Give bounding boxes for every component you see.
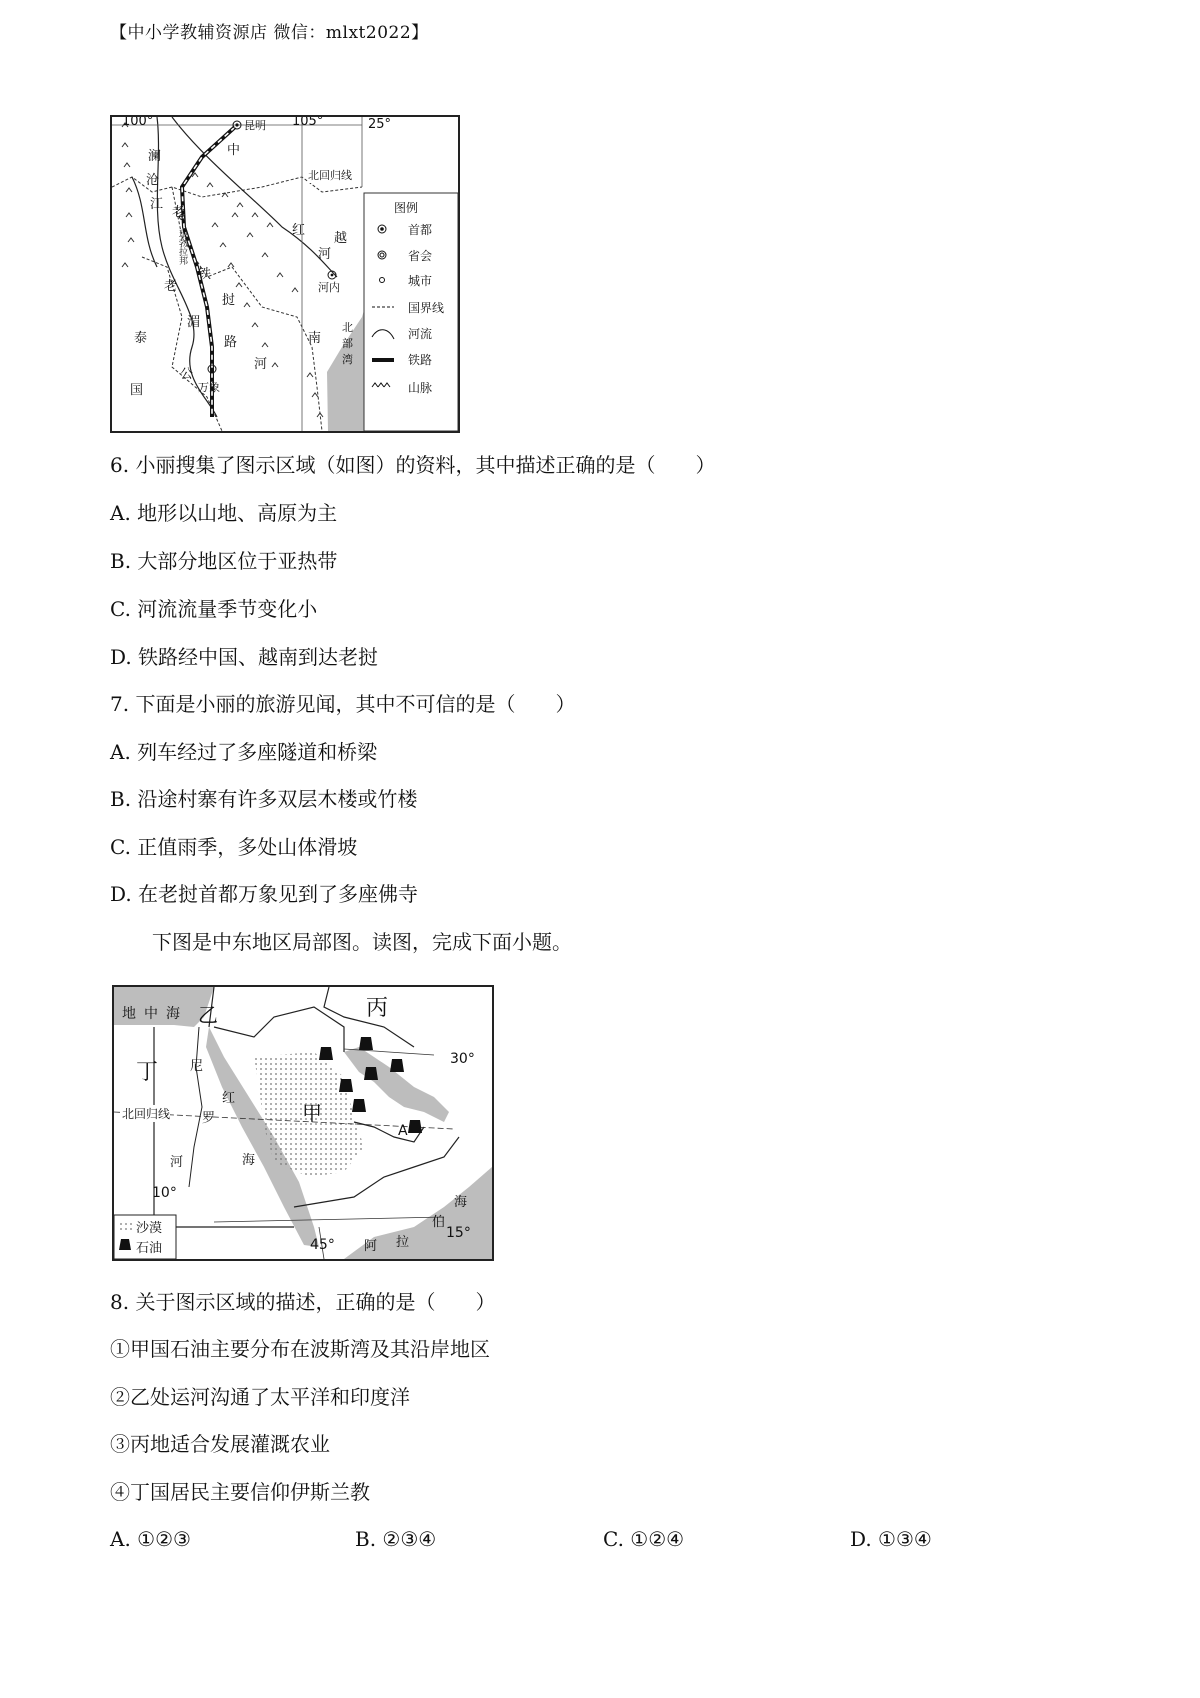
map1-legend-title: 图例 — [394, 201, 419, 215]
label-yue: 越 — [334, 231, 348, 246]
q8-option-d[interactable]: D. ①③④ — [850, 1527, 932, 1551]
label-he-red: 河 — [318, 247, 332, 262]
label-tie: 铁 — [198, 267, 212, 282]
q8-statement-4: ④丁国居民主要信仰伊斯兰教 — [110, 1480, 370, 1504]
label-lon-45: 45° — [310, 1237, 335, 1253]
hanoi-label: 河内 — [318, 281, 340, 294]
label-lu: 路 — [224, 335, 238, 350]
section-intro: 下图是中东地区局部图。读图，完成下面小题。 — [152, 930, 572, 954]
label-jiang: 江 — [150, 197, 164, 212]
label-gulf-3: 湾 — [342, 353, 353, 366]
label-he-mekong: 河 — [254, 357, 268, 372]
map1-svg — [112, 117, 458, 431]
label-tai: 泰 — [134, 331, 148, 346]
border-line — [209, 987, 344, 1052]
q7-option-c[interactable]: C. 正值雨季，多处山体滑坡 — [110, 835, 358, 859]
river-branch — [132, 177, 157, 267]
q7-stem: 7. 下面是小丽的旅游见闻，其中不可信的是（ ） — [110, 692, 576, 716]
label-nan: 南 — [308, 331, 322, 346]
river-red — [172, 117, 337, 277]
q8-option-b[interactable]: B. ②③④ — [355, 1527, 437, 1551]
legend-river: 河流 — [408, 327, 433, 341]
middle-east-map — [112, 985, 494, 1261]
lat-15-line — [214, 1217, 444, 1222]
legend-provincial-capital: 省会 — [408, 249, 433, 263]
label-med-2: 中 — [144, 1006, 158, 1022]
q7-option-b[interactable]: B. 沿途村寨有许多双层木楼或竹楼 — [110, 787, 418, 811]
legend-city: 城市 — [408, 274, 433, 288]
legend-railway: 铁路 — [408, 353, 433, 367]
label-a: A — [398, 1123, 408, 1139]
mountain-range — [307, 373, 323, 417]
label-hong: 红 — [222, 1091, 236, 1106]
q8-statement-3: ③丙地适合发展灌溉农业 — [110, 1432, 330, 1456]
label-ding: 丁 — [136, 1060, 159, 1085]
q6-option-c[interactable]: C. 河流流量季节变化小 — [110, 597, 318, 621]
label-lat-15: 15° — [446, 1225, 471, 1241]
q7-option-d[interactable]: D. 在老挝首都万象见到了多座佛寺 — [110, 882, 419, 906]
label-arabian-2: 拉 — [396, 1235, 410, 1250]
label-tropic: 北回归线 — [122, 1107, 171, 1121]
tropic-label: 北回归线 — [308, 169, 352, 182]
label-gulf-1: 北 — [342, 321, 353, 334]
label-hai-red: 海 — [242, 1153, 256, 1168]
label-he-nile: 河 — [170, 1155, 184, 1170]
q6-option-a[interactable]: A. 地形以山地、高原为主 — [110, 501, 338, 525]
label-luangprabang: 琅勃拉邦 — [177, 229, 187, 265]
q8-stem: 8. 关于图示区域的描述，正确的是（ ） — [110, 1290, 496, 1314]
legend-border: 国界线 — [408, 301, 445, 315]
label-arabian-4: 海 — [454, 1195, 468, 1210]
oil-marker — [408, 1120, 422, 1133]
legend-capital: 首都 — [408, 223, 433, 237]
watermark-header: 【中小学教辅资源店 微信：mlxt2022】 — [110, 23, 429, 43]
oil-marker — [339, 1079, 353, 1092]
legend-oil: 石油 — [136, 1241, 163, 1256]
oil-marker — [319, 1047, 333, 1060]
legend-mountain: 山脉 — [408, 381, 433, 395]
q8-option-c[interactable]: C. ①②④ — [603, 1527, 685, 1551]
label-arabian-1: 阿 — [364, 1239, 378, 1254]
q7-option-a[interactable]: A. 列车经过了多座隧道和桥梁 — [110, 740, 378, 764]
label-arabian-3: 伯 — [432, 1215, 446, 1230]
label-zhong: 中 — [227, 143, 241, 158]
label-cang: 沧 — [146, 173, 160, 188]
legend-desert: 沙漠 — [136, 1221, 163, 1236]
lat-25-label: 25° — [368, 117, 392, 132]
oil-marker — [352, 1099, 366, 1112]
label-lat-10: 10° — [152, 1185, 177, 1201]
oil-marker — [359, 1037, 373, 1050]
oil-marker — [390, 1059, 404, 1072]
label-hong: 红 — [292, 223, 306, 238]
vientiane-label: 万象 — [198, 381, 220, 394]
label-med-1: 地 — [122, 1006, 136, 1022]
label-jia: 甲 — [302, 1101, 322, 1125]
label-lan: 澜 — [148, 149, 162, 164]
label-guo: 国 — [130, 383, 144, 398]
kunming-label: 昆明 — [244, 119, 266, 132]
label-bing: 丙 — [366, 996, 389, 1021]
label-gulf-2: 部 — [342, 337, 353, 350]
lon-100-label: 100° — [122, 115, 154, 129]
q6-option-d[interactable]: D. 铁路经中国、越南到达老挝 — [110, 645, 379, 669]
mountain-range — [122, 123, 134, 267]
label-lat-30: 30° — [450, 1051, 475, 1067]
label-lao-small: 老 — [172, 205, 186, 220]
q6-option-b[interactable]: B. 大部分地区位于亚热带 — [110, 549, 338, 573]
label-ni: 尼 — [190, 1059, 204, 1074]
label-med-3: 海 — [166, 1006, 180, 1022]
q8-statement-2: ②乙处运河沟通了太平洋和印度洋 — [110, 1385, 410, 1409]
indochina-railway-map — [110, 115, 460, 433]
label-lao-big: 老 — [164, 279, 178, 294]
q6-stem: 6. 小丽搜集了图示区域（如图）的资料，其中描述正确的是（ ） — [110, 453, 716, 477]
q8-statement-1: ①甲国石油主要分布在波斯湾及其沿岸地区 — [110, 1337, 490, 1361]
label-wo: 挝 — [222, 293, 236, 308]
label-gong: 公 — [180, 367, 194, 382]
oil-marker — [364, 1067, 378, 1080]
label-yi: 乙 — [198, 1003, 218, 1027]
lon-105-label: 105° — [292, 115, 324, 129]
label-luo: 罗 — [202, 1111, 216, 1126]
nile-river — [189, 1027, 202, 1187]
label-mei: 湄 — [187, 315, 201, 330]
q8-option-a[interactable]: A. ①②③ — [110, 1527, 191, 1551]
